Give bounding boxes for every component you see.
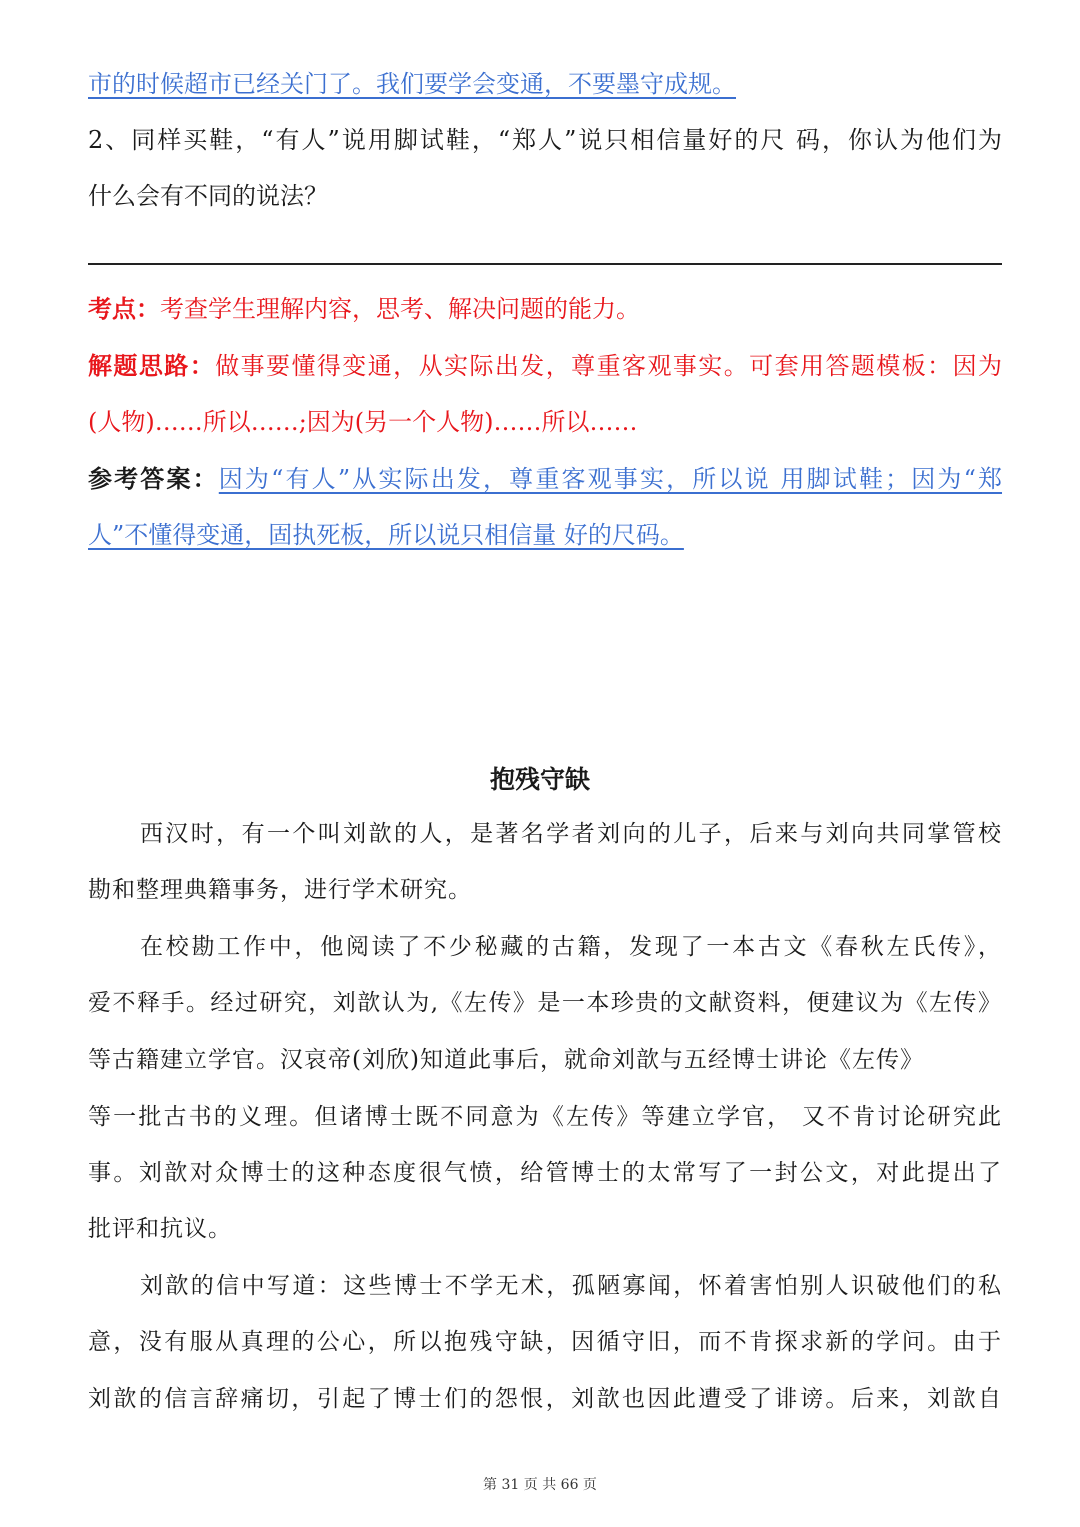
story-line: 在校勘工作中，他阅读了不少秘藏的古籍，发现了一本古文《春秋左氏传》，	[140, 934, 1002, 960]
kaodian-label: 考点：	[88, 294, 160, 323]
story-line: 勘和整理典籍事务，进行学术研究。	[88, 877, 472, 903]
kaodian-text: 考查学生理解内容，思考、解决问题的能力。	[160, 295, 640, 323]
story-line: 西汉时，有一个叫刘歆的人，是著名学者刘向的儿子，后来与刘向共同掌管校	[140, 821, 1002, 847]
answer-blank-line	[88, 263, 1002, 265]
story-line: 意，没有服从真理的公心，所以抱残守缺，因循守旧，而不肯探求新的学问。由于	[88, 1329, 1002, 1355]
silu-text-2: (人物)……所以……;因为(另一个人物)……所以……	[88, 408, 638, 436]
previous-answer-tail: 市的时候超市已经关门了。我们要学会变通，不要墨守成规。	[88, 70, 736, 98]
story-line: 等古籍建立学官。汉哀帝(刘欣)知道此事后，就命刘歆与五经博士讲论《左传》	[88, 1047, 924, 1073]
story-line: 刘歆的信中写道：这些博士不学无术，孤陋寡闻，怀着害怕别人识破他们的私	[140, 1273, 1002, 1299]
kaodian-row	[88, 293, 1002, 325]
story-line: 等一批古书的义理。但诸博士既不同意为《左传》等建立学官， 又不肯讨论研究此	[88, 1104, 1002, 1130]
silu-row-1	[88, 350, 1002, 382]
story-line: 爱不释手。经过研究，刘歆认为,《左传》是一本珍贵的文献资料，便建议为《左传》	[88, 990, 1002, 1016]
question-2-line-2: 什么会有不同的说法？	[88, 182, 328, 210]
silu-text-1: 做事要懂得变通，从实际出发，尊重客观事实。可套用答题模板：因为	[215, 352, 1003, 380]
answer-label: 参考答案：	[88, 464, 219, 493]
story-line: 批评和抗议。	[88, 1216, 232, 1242]
answer-row-1	[88, 463, 1002, 495]
answer-text-2: 人”不懂得变通，固执死板，所以说只相信量 好的尺码。	[88, 521, 684, 549]
story-title: 抱残守缺	[489, 765, 590, 794]
question-2-line-1: 2、同样买鞋，“有人”说用脚试鞋，“郑人”说只相信量好的尺 码，你认为他们为	[88, 126, 1002, 154]
story-line: 刘歆的信言辞痛切，引起了博士们的怨恨，刘歆也因此遭受了诽谤。后来，刘歆自	[88, 1386, 1002, 1412]
silu-label: 解题思路：	[88, 351, 216, 380]
answer-text-1: 因为“有人”从实际出发，尊重客观事实，所以说 用脚试鞋；因为“郑	[218, 465, 1003, 493]
story-line: 事。刘歆对众博士的这种态度很气愤，给管博士的太常写了一封公文，对此提出了	[88, 1160, 1002, 1186]
page-number: 第 31 页 共 66 页	[483, 1477, 597, 1493]
